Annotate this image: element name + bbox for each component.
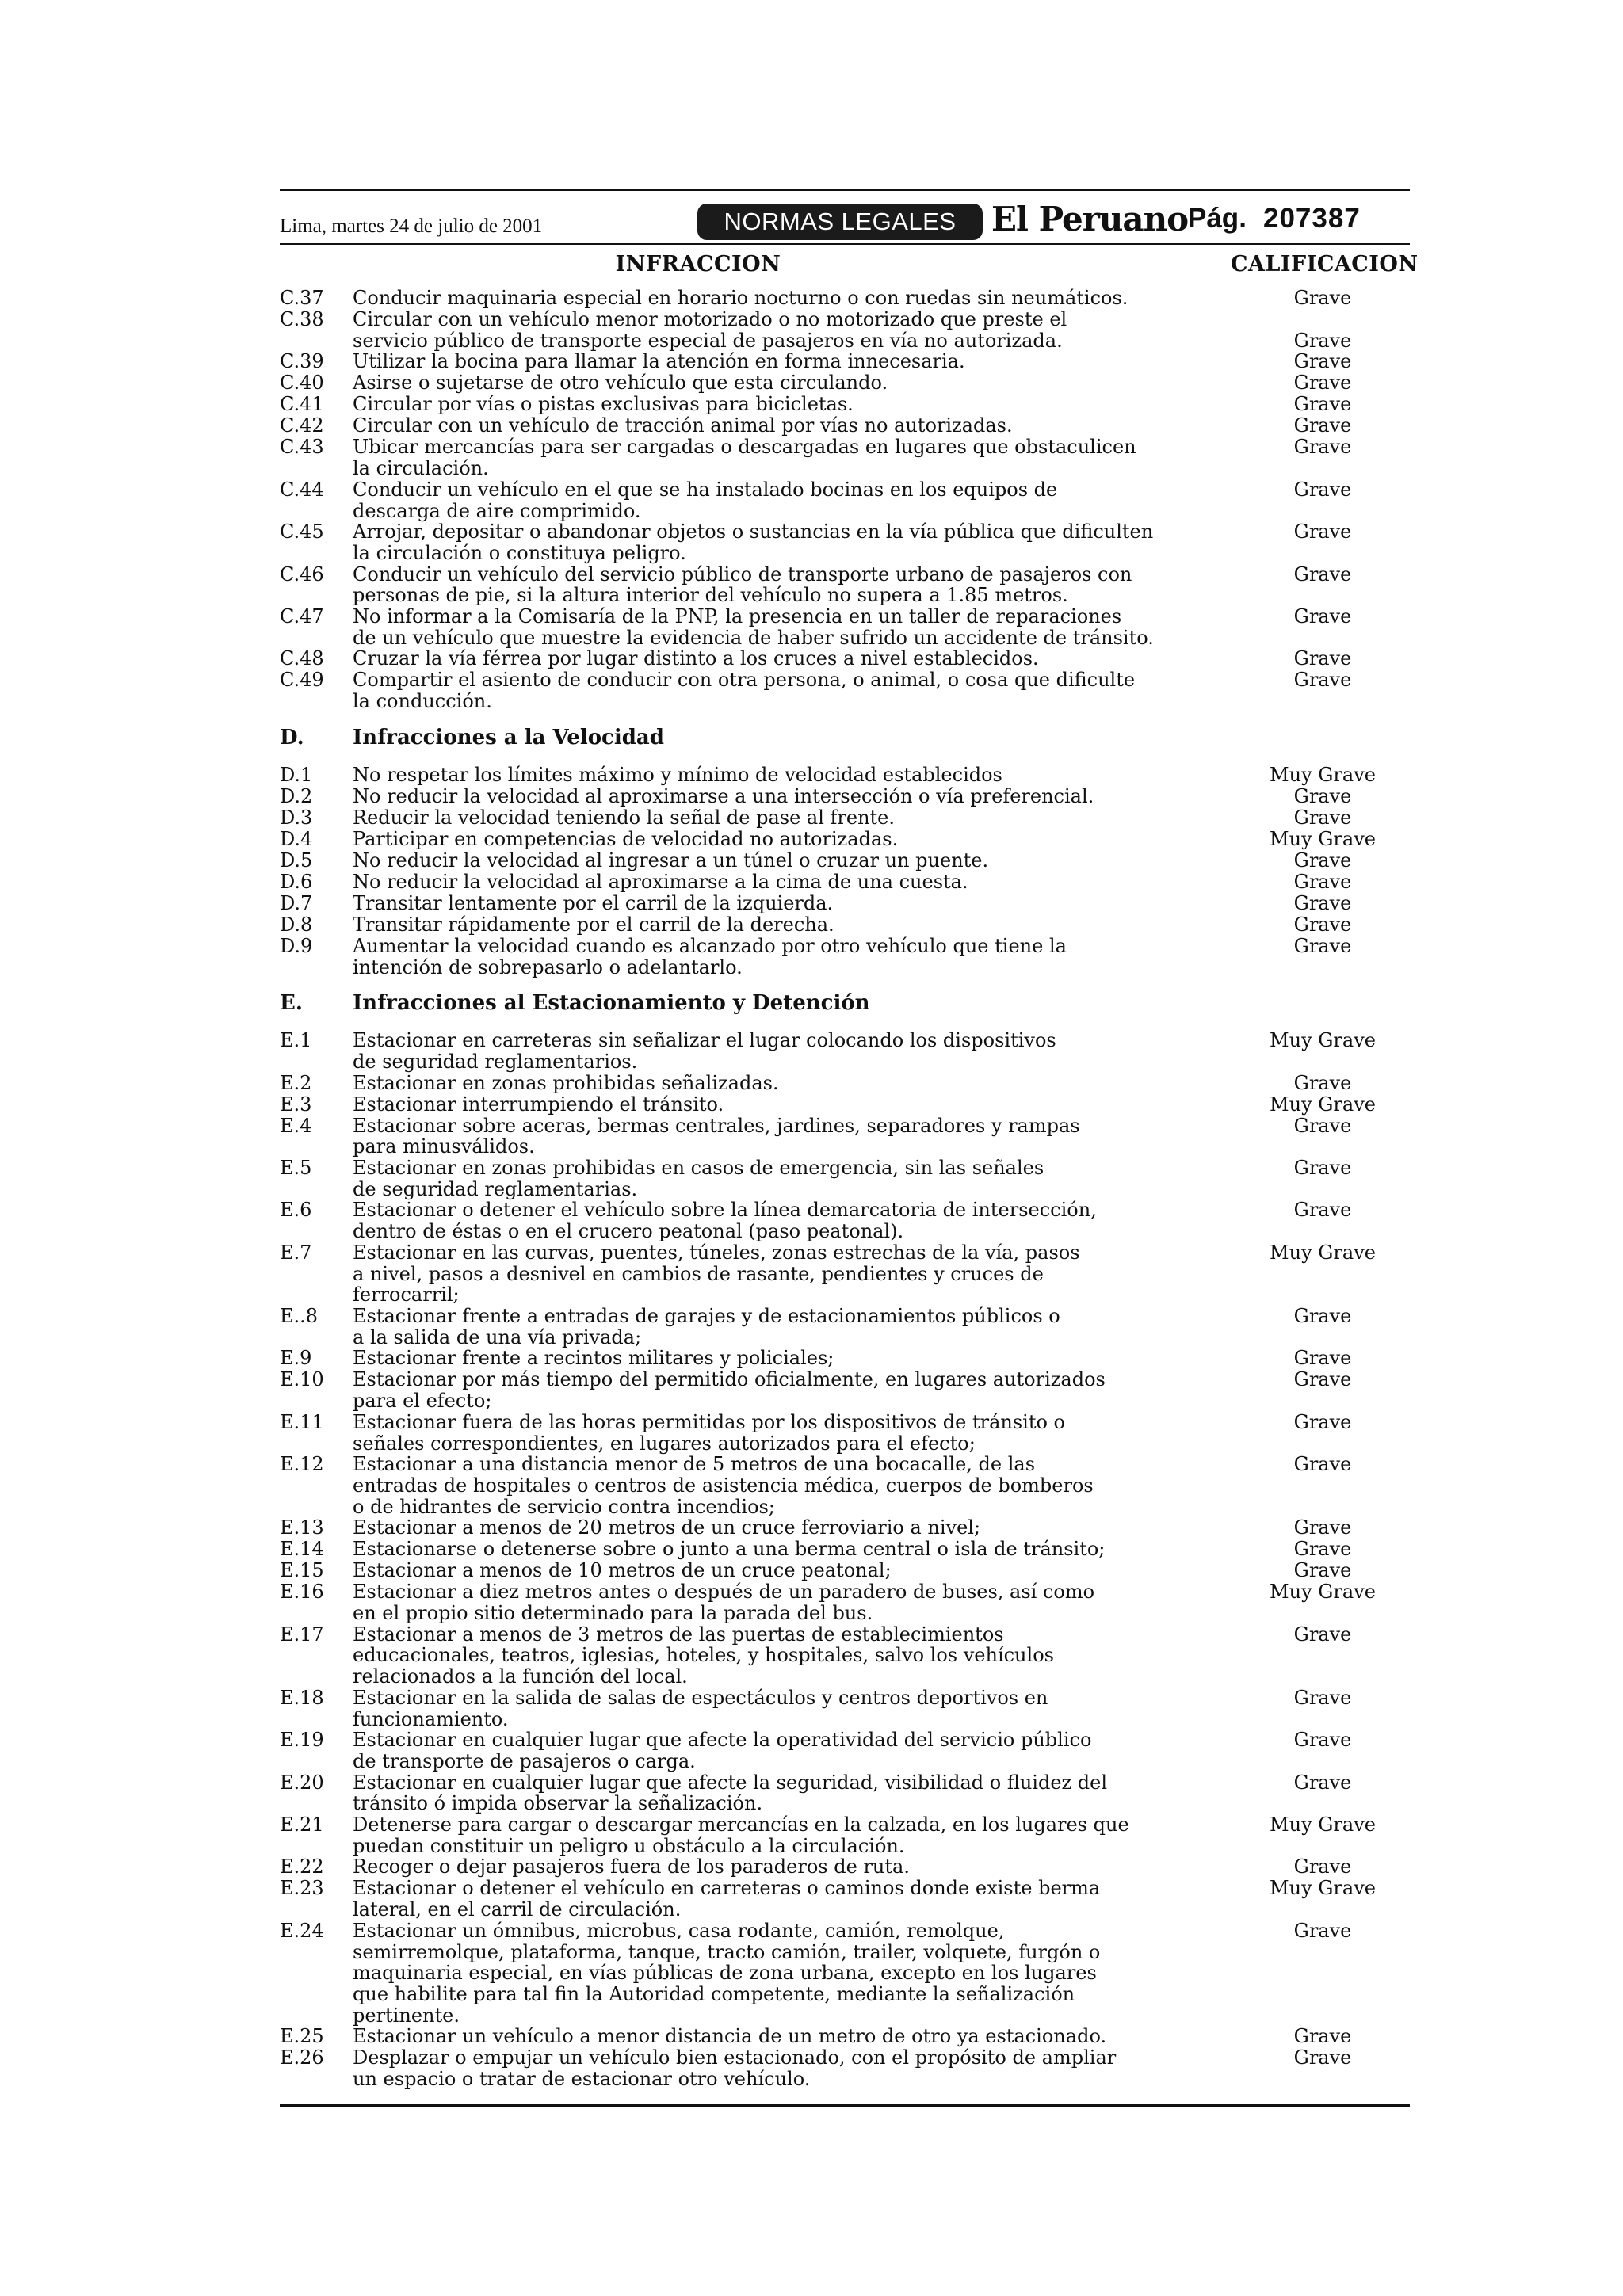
description-line: Estacionar a menos de 3 metros de las puertas de establecimientos (353, 1623, 1004, 1646)
table-row (280, 936, 1410, 978)
table-row (280, 829, 1410, 850)
infraction-description (353, 1454, 1185, 1517)
infraction-description (353, 479, 1185, 521)
infraction-description (353, 807, 1185, 829)
severity-rating: Muy Grave (1270, 1241, 1376, 1264)
description-line: Estacionar en zonas prohibidas señalizadas. (353, 1071, 779, 1094)
description-line: No reducir la velocidad al aproximarse a una intersección o vía preferencial. (353, 784, 1094, 807)
description-line: Estacionar en cualquier lugar que afecte la seguridad, visibilidad o fluidez del (353, 1771, 1108, 1794)
header-rule (280, 243, 1410, 245)
table-row (280, 606, 1410, 648)
infraction-code: E.14 (280, 1538, 324, 1561)
severity-rating: Grave (1293, 1855, 1352, 1878)
table-row (280, 648, 1410, 669)
description-line: Ubicar mercancías para ser cargadas o descargadas en lugares que obstaculicen (353, 436, 1136, 459)
description-line: educacionales, teatros, iglesias, hoteles, y hospitales, salvo los vehículos (353, 1644, 1054, 1667)
severity-rating: Muy Grave (1270, 1581, 1376, 1604)
table-row (280, 786, 1410, 807)
severity-rating: Grave (1293, 1410, 1352, 1433)
section-code: D. (280, 725, 304, 749)
infraction-code: C.49 (280, 669, 324, 692)
description-line: la circulación o constituya peligro. (353, 541, 686, 564)
infraction-code: E.6 (280, 1199, 312, 1222)
table-row (280, 1094, 1410, 1116)
description-line: Estacionar sobre aceras, bermas centrales, jardines, separadores y rampas (353, 1114, 1080, 1137)
severity-rating: Grave (1293, 1199, 1352, 1222)
severity-rating: Grave (1293, 414, 1352, 437)
severity-rating: Grave (1293, 521, 1352, 543)
infraction-description (353, 786, 1185, 807)
description-line: descarga de aire comprimido. (353, 499, 641, 522)
infraction-code: E.10 (280, 1368, 324, 1391)
severity-rating: Grave (1293, 2025, 1352, 2048)
page-label: Pág. (1188, 203, 1247, 234)
infraction-description (353, 871, 1185, 893)
description-line: No informar a la Comisaría de la PNP, la presencia en un taller de reparaciones (353, 605, 1122, 628)
section-heading (280, 992, 1410, 1030)
group-gap (280, 978, 1410, 984)
table-row (280, 1369, 1410, 1411)
severity-rating: Grave (1293, 372, 1352, 395)
description-line: personas de pie, si la altura interior del vehículo no supera a 1.85 metros. (353, 584, 1068, 607)
infraction-description (353, 1878, 1185, 1920)
severity-rating: Grave (1293, 669, 1352, 692)
table-row (280, 1073, 1410, 1094)
infraction-description (353, 437, 1185, 479)
infraction-description (353, 1369, 1185, 1411)
table-row (280, 1814, 1410, 1856)
description-line: puedan constituir un peligro u obstáculo a la circulación. (353, 1834, 905, 1857)
description-line: Estacionar interrumpiendo el tránsito. (353, 1093, 724, 1116)
severity-rating: Grave (1293, 1729, 1352, 1752)
infraction-description (353, 351, 1185, 372)
description-line: o de hidrantes de servicio contra incendios; (353, 1495, 775, 1518)
description-line: Detenerse para cargar o descargar mercancías en la calzada, en los lugares que (353, 1814, 1129, 1836)
description-line: No reducir la velocidad al ingresar a un túnel o cruzar un puente. (353, 849, 989, 871)
description-line: en el propio sitio determinado para la parada del bus. (353, 1602, 873, 1625)
severity-rating: Grave (1293, 1071, 1352, 1094)
infraction-code: E.7 (280, 1241, 312, 1264)
description-line: maquinaria especial, en vías públicas de zona urbana, excepto en los lugares (353, 1962, 1097, 1985)
description-line: No reducir la velocidad al aproximarse a la cima de una cuesta. (353, 870, 968, 893)
description-line: un espacio o tratar de estacionar otro vehículo. (353, 2068, 811, 2091)
severity-rating: Grave (1293, 1919, 1352, 1942)
infraction-code: D.3 (280, 806, 313, 829)
infraction-code: E.9 (280, 1347, 312, 1370)
severity-rating: Grave (1293, 1771, 1352, 1794)
severity-rating: Muy Grave (1270, 827, 1376, 850)
severity-rating: Grave (1293, 934, 1352, 957)
severity-rating: Grave (1293, 393, 1352, 416)
table-row (280, 1920, 1410, 2027)
table-row (280, 1688, 1410, 1730)
infraction-description (353, 2026, 1185, 2047)
infraction-description (353, 1730, 1185, 1772)
section-badge: NORMAS LEGALES (697, 204, 983, 240)
infraction-code: E.1 (280, 1029, 312, 1052)
table-row (280, 1560, 1410, 1581)
description-line: de transporte de pasajeros o carga. (353, 1749, 696, 1772)
infraction-description (353, 850, 1185, 871)
table-row (280, 765, 1410, 786)
description-line: para el efecto; (353, 1390, 492, 1413)
severity-rating: Muy Grave (1270, 1877, 1376, 1900)
infraction-code: D.1 (280, 763, 313, 786)
severity-rating: Grave (1293, 329, 1352, 352)
column-header-infraccion: INFRACCION (615, 252, 781, 277)
infraction-code: E.11 (280, 1410, 324, 1433)
severity-rating: Grave (1293, 1559, 1352, 1582)
severity-rating: Grave (1293, 1114, 1352, 1137)
severity-rating: Grave (1293, 2046, 1352, 2069)
severity-rating: Grave (1293, 1347, 1352, 1370)
infraction-code: D.9 (280, 934, 313, 957)
description-line: la circulación. (353, 457, 489, 480)
table-row (280, 1856, 1410, 1878)
table-row (280, 521, 1410, 563)
description-line: Estacionar en la salida de salas de espectáculos y centros deportivos en (353, 1686, 1048, 1709)
description-line: que habilite para tal fin la Autoridad competente, mediante la señalización (353, 1982, 1075, 2005)
infraction-description (353, 1116, 1185, 1158)
issue-date: Lima, martes 24 de julio de 2001 (280, 215, 543, 237)
table-row (280, 1454, 1410, 1517)
description-line: Estacionar fuera de las horas permitidas por los dispositivos de tránsito o (353, 1410, 1066, 1433)
description-line: relacionados a la función del local. (353, 1665, 688, 1688)
table-row (280, 394, 1410, 415)
description-line: semirremolque, plataforma, tanque, tracto camión, trailer, volquete, furgón o (353, 1940, 1101, 1963)
infraction-description (353, 1539, 1185, 1560)
severity-rating: Grave (1293, 350, 1352, 373)
description-line: Estacionar frente a entradas de garajes y de estacionamientos públicos o (353, 1304, 1060, 1327)
severity-rating: Grave (1293, 870, 1352, 893)
description-line: Transitar rápidamente por el carril de la derecha. (353, 913, 834, 936)
description-line: Conducir maquinaria especial en horario nocturno o con ruedas sin neumáticos. (353, 287, 1128, 309)
infraction-code: C.44 (280, 478, 324, 501)
description-line: Participar en competencias de velocidad no autorizadas. (353, 827, 899, 850)
infraction-description (353, 1772, 1185, 1814)
severity-rating: Grave (1293, 1368, 1352, 1391)
infraction-description (353, 1242, 1185, 1306)
description-line: Conducir un vehículo en el que se ha instalado bocinas en los equipos de (353, 478, 1058, 501)
severity-rating: Grave (1293, 1686, 1352, 1709)
infraction-description (353, 1517, 1185, 1539)
table-row (280, 1348, 1410, 1369)
severity-rating: Grave (1293, 891, 1352, 914)
description-line: de seguridad reglamentarios. (353, 1050, 638, 1073)
description-line: Estacionar un vehículo a menor distancia de un metro de otro ya estacionado. (353, 2025, 1107, 2048)
description-line: Estacionar a diez metros antes o después de un paradero de buses, así como (353, 1581, 1095, 1604)
table-row (280, 1158, 1410, 1199)
description-line: entradas de hospitales o centros de asistencia médica, cuerpos de bomberos (353, 1474, 1094, 1497)
description-line: Estacionar o detener el vehículo sobre la línea demarcatoria de intersección, (353, 1199, 1097, 1222)
infraction-code: D.5 (280, 849, 313, 871)
table-row (280, 1624, 1410, 1688)
infraction-code: E.18 (280, 1686, 324, 1709)
description-line: Estacionar un ómnibus, microbus, casa rodante, camión, remolque, (353, 1919, 1005, 1942)
infraction-description (353, 309, 1185, 351)
description-line: Estacionar por más tiempo del permitido oficialmente, en lugares autorizados (353, 1368, 1106, 1391)
infraction-description (353, 669, 1185, 711)
section-code: E. (280, 991, 303, 1016)
severity-rating: Muy Grave (1270, 1029, 1376, 1052)
table-row (280, 893, 1410, 914)
description-line: Desplazar o empujar un vehículo bien estacionado, con el propósito de ampliar (353, 2046, 1117, 2069)
table-row (280, 1412, 1410, 1454)
infraction-description (353, 2047, 1185, 2089)
infraction-description (353, 1856, 1185, 1878)
severity-rating: Grave (1293, 647, 1352, 670)
infraction-description (353, 1412, 1185, 1454)
top-rule (280, 189, 1410, 191)
severity-rating: Grave (1293, 1538, 1352, 1561)
table-row (280, 1199, 1410, 1241)
infraction-description (353, 893, 1185, 914)
table-row (280, 1730, 1410, 1772)
infraction-description (353, 372, 1185, 394)
description-line: señales correspondientes, en lugares autorizados para el efecto; (353, 1432, 976, 1455)
description-line: Estacionar en carreteras sin señalizar el lugar colocando los dispositivos (353, 1029, 1056, 1052)
infraction-code: C.39 (280, 350, 324, 373)
section-heading (280, 727, 1410, 765)
description-line: funcionamiento. (353, 1707, 509, 1730)
infraction-code: E.20 (280, 1771, 324, 1794)
description-line: servicio público de transporte especial de pasajeros en vía no autorizada. (353, 329, 1063, 352)
infraction-description (353, 1199, 1185, 1241)
severity-rating: Grave (1293, 436, 1352, 459)
severity-rating: Grave (1293, 287, 1352, 309)
infraction-code: D.4 (280, 827, 313, 850)
severity-rating: Grave (1293, 1304, 1352, 1327)
infraction-description (353, 914, 1185, 936)
infraction-description (353, 648, 1185, 669)
description-line: Circular con un vehículo menor motorizado o no motorizado que preste el (353, 308, 1067, 330)
table-row (280, 437, 1410, 479)
table-row (280, 1242, 1410, 1306)
severity-rating: Grave (1293, 784, 1352, 807)
infraction-description (353, 1094, 1185, 1116)
infraction-code: E.19 (280, 1729, 324, 1752)
table-row (280, 2047, 1410, 2089)
infraction-code: E.2 (280, 1071, 312, 1094)
infraction-code: D.8 (280, 913, 313, 936)
description-line: pertinente. (353, 2004, 460, 2027)
infraction-description (353, 829, 1185, 850)
table-row (280, 914, 1410, 936)
table-row (280, 564, 1410, 606)
severity-rating: Grave (1293, 913, 1352, 936)
table-row (280, 1116, 1410, 1158)
infraction-description (353, 765, 1185, 786)
infraction-code: C.40 (280, 372, 324, 395)
description-line: Arrojar, depositar o abandonar objetos o sustancias en la vía pública que dificulten (353, 521, 1154, 543)
table-row (280, 669, 1410, 711)
description-line: la conducción. (353, 690, 492, 713)
infraction-table (280, 288, 1410, 2090)
table-row (280, 2026, 1410, 2047)
infraction-code: E.25 (280, 2025, 324, 2048)
infraction-description (353, 1073, 1185, 1094)
infraction-code: C.47 (280, 605, 324, 628)
severity-rating: Grave (1293, 806, 1352, 829)
table-row (280, 1878, 1410, 1920)
description-line: No respetar los límites máximo y mínimo de velocidad establecidos (353, 763, 1002, 786)
table-row (280, 415, 1410, 437)
table-row (280, 850, 1410, 871)
infraction-code: E.26 (280, 2046, 324, 2069)
infraction-code: E.23 (280, 1877, 324, 1900)
description-line: Circular con un vehículo de tracción animal por vías no autorizadas. (353, 414, 1013, 437)
severity-rating: Grave (1293, 1516, 1352, 1539)
infraction-description (353, 415, 1185, 437)
infraction-code: E.16 (280, 1581, 324, 1604)
infraction-description (353, 1920, 1185, 2027)
description-line: Transitar lentamente por el carril de la izquierda. (353, 891, 834, 914)
section-title: Infracciones a la Velocidad (353, 725, 664, 749)
table-row (280, 1772, 1410, 1814)
infraction-description (353, 1814, 1185, 1856)
infraction-code: C.43 (280, 436, 324, 459)
infraction-code: C.41 (280, 393, 324, 416)
infraction-code: D.6 (280, 870, 313, 893)
infraction-description (353, 1624, 1185, 1688)
description-line: ferrocarril; (353, 1283, 460, 1306)
description-line: Compartir el asiento de conducir con otra persona, o animal, o cosa que dificulte (353, 669, 1136, 692)
description-line: Estacionarse o detenerse sobre o junto a una berma central o isla de tránsito; (353, 1538, 1106, 1561)
description-line: Estacionar a menos de 10 metros de un cruce peatonal; (353, 1559, 892, 1582)
table-row (280, 1030, 1410, 1072)
section-title: Infracciones al Estacionamiento y Detención (353, 991, 870, 1016)
description-line: de un vehículo que muestre la evidencia de haber sufrido un accidente de tránsito. (353, 626, 1154, 649)
description-line: a nivel, pasos a desnivel en cambios de rasante, pendientes y cruces de (353, 1262, 1044, 1285)
description-line: Reducir la velocidad teniendo la señal de pase al frente. (353, 806, 895, 829)
infraction-description (353, 1581, 1185, 1623)
infraction-code: E.3 (280, 1093, 312, 1116)
table-row (280, 479, 1410, 521)
infraction-description (353, 394, 1185, 415)
infraction-code: E.12 (280, 1453, 324, 1476)
infraction-code: E.5 (280, 1157, 312, 1180)
infraction-code: E.22 (280, 1855, 324, 1878)
infraction-code: D.2 (280, 784, 313, 807)
severity-rating: Grave (1293, 605, 1352, 628)
description-line: Conducir un vehículo del servicio público de transporte urbano de pasajeros con (353, 563, 1132, 585)
infraction-code: C.46 (280, 563, 324, 585)
newspaper-logo: El Peruano (991, 200, 1189, 238)
infraction-code: E.21 (280, 1814, 324, 1836)
infraction-description (353, 1306, 1185, 1348)
masthead (280, 200, 1410, 239)
description-line: Estacionar frente a recintos militares y policiales; (353, 1347, 834, 1370)
infraction-description (353, 1030, 1185, 1072)
description-line: Estacionar en zonas prohibidas en casos de emergencia, sin las señales (353, 1157, 1044, 1180)
severity-rating: Grave (1293, 563, 1352, 585)
table-row (280, 288, 1410, 309)
column-header-calificacion: CALIFICACION (1231, 252, 1419, 277)
description-line: Estacionar a una distancia menor de 5 metros de una bocacalle, de las (353, 1453, 1036, 1476)
description-line: lateral, en el carril de circulación. (353, 1898, 682, 1921)
infraction-code: E..8 (280, 1304, 319, 1327)
severity-rating: Grave (1293, 1623, 1352, 1646)
bottom-rule (280, 2104, 1410, 2107)
infraction-description (353, 1348, 1185, 1369)
description-line: Estacionar en cualquier lugar que afecte la operatividad del servicio público (353, 1729, 1092, 1752)
table-row (280, 372, 1410, 394)
page-number: 207387 (1263, 203, 1361, 234)
description-line: intención de sobrepasarlo o adelantarlo. (353, 955, 743, 978)
description-line: Estacionar a menos de 20 metros de un cruce ferroviario a nivel; (353, 1516, 981, 1539)
description-line: de seguridad reglamentarias. (353, 1177, 638, 1200)
infraction-code: C.48 (280, 647, 324, 670)
severity-rating: Muy Grave (1270, 1814, 1376, 1836)
table-row (280, 1306, 1410, 1348)
infraction-code: C.42 (280, 414, 324, 437)
description-line: Cruzar la vía férrea por lugar distinto a los cruces a nivel establecidos. (353, 647, 1039, 670)
description-line: Utilizar la bocina para llamar la atención en forma innecesaria. (353, 350, 965, 373)
table-row (280, 1581, 1410, 1623)
infraction-description (353, 936, 1185, 978)
table-row (280, 309, 1410, 351)
infraction-code: C.38 (280, 308, 324, 330)
description-line: Asirse o sujetarse de otro vehículo que esta circulando. (353, 372, 888, 395)
severity-rating: Muy Grave (1270, 1093, 1376, 1116)
description-line: a la salida de una vía privada; (353, 1325, 642, 1348)
description-line: Estacionar en las curvas, puentes, túneles, zonas estrechas de la vía, pasos (353, 1241, 1080, 1264)
infraction-code: E.4 (280, 1114, 312, 1137)
table-row (280, 351, 1410, 372)
description-line: dentro de éstas o en el crucero peatonal (paso peatonal). (353, 1220, 904, 1243)
infraction-code: E.17 (280, 1623, 324, 1646)
infraction-description (353, 1688, 1185, 1730)
infraction-description (353, 1158, 1185, 1199)
infraction-description (353, 1560, 1185, 1581)
table-row (280, 871, 1410, 893)
infraction-code: E.13 (280, 1516, 324, 1539)
infraction-description (353, 521, 1185, 563)
description-line: para minusválidos. (353, 1135, 535, 1158)
severity-rating: Muy Grave (1270, 763, 1376, 786)
infraction-code: C.45 (280, 521, 324, 543)
severity-rating: Grave (1293, 1453, 1352, 1476)
infraction-code: C.37 (280, 287, 324, 309)
severity-rating: Grave (1293, 478, 1352, 501)
severity-rating: Grave (1293, 849, 1352, 871)
severity-rating: Grave (1293, 1157, 1352, 1180)
description-line: Aumentar la velocidad cuando es alcanzado por otro vehículo que tiene la (353, 934, 1067, 957)
description-line: tránsito ó impida observar la señalización. (353, 1792, 763, 1815)
infraction-code: D.7 (280, 891, 313, 914)
description-line: Circular por vías o pistas exclusivas para bicicletas. (353, 393, 854, 416)
description-line: Estacionar o detener el vehículo en carreteras o caminos donde existe berma (353, 1877, 1101, 1900)
infraction-code: E.15 (280, 1559, 324, 1582)
infraction-code: E.24 (280, 1919, 324, 1942)
infraction-description (353, 288, 1185, 309)
table-row (280, 1517, 1410, 1539)
infraction-description (353, 606, 1185, 648)
table-row (280, 807, 1410, 829)
description-line: Recoger o dejar pasajeros fuera de los paraderos de ruta. (353, 1855, 910, 1878)
group-gap (280, 712, 1410, 719)
table-row (280, 1539, 1410, 1560)
infraction-description (353, 564, 1185, 606)
